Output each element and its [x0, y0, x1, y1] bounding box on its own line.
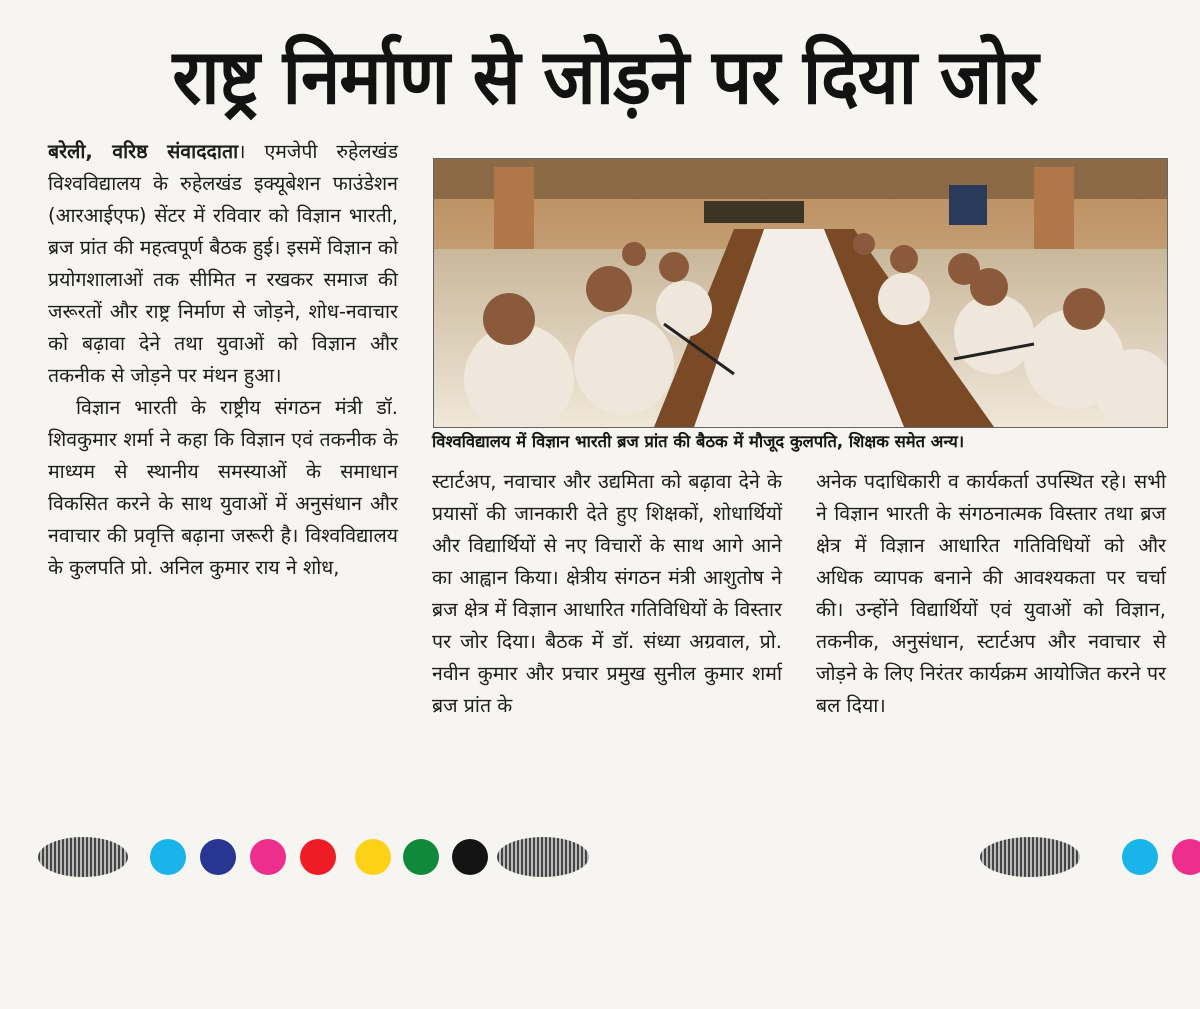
meeting-photo	[433, 158, 1168, 428]
color-dot-blue	[200, 839, 236, 875]
column-2-text: स्टार्टअप, नवाचार और उद्यमिता को बढ़ावा देने के प्रयासों की जानकारी देते हुए शिक्षकों, शोधार्थियों और विद्यार्थियों से नए विचारों के साथ आगे आने का आह्वान किया। क्षेत्रीय संगठन मंत्री आशुतोष ने ब्रज क्षेत्र में विज्ञान आधारित गतिविधियों के विस्तार पर जोर दिया। बैठक में डॉ. संध्या अग्रवाल, प्रो. नवीन कुमार और प्रचार प्रमुख सुनील कुमार शर्मा ब्रज प्रांत के	[432, 470, 782, 717]
paragraph-2: विज्ञान भारती के राष्ट्रीय संगठन मंत्री डॉ. शिवकुमार शर्मा ने कहा कि विज्ञान एवं तकनीक के माध्यम से स्थानीय समस्याओं के समाधान विकसित करने के साथ युवाओं में अनुसंधान और नवाचार की प्रवृत्ति बढ़ाना जरूरी है। विश्वविद्यालय के कुलपति प्रो. अनिल कुमार राय ने शोध,	[48, 396, 398, 579]
color-dot-cyan	[1122, 839, 1158, 875]
color-dot-red	[300, 839, 336, 875]
color-dot-black	[452, 839, 488, 875]
print-registration-strip	[0, 830, 1200, 890]
registration-mark	[980, 837, 1080, 877]
color-dot-cyan	[150, 839, 186, 875]
color-dot-yellow	[355, 839, 391, 875]
registration-mark	[38, 837, 128, 877]
article-column-2	[432, 466, 782, 722]
color-dot-magenta	[250, 839, 286, 875]
color-dot-magenta	[1172, 839, 1200, 875]
dateline-separator: ।	[238, 140, 265, 163]
article-column-1	[48, 136, 398, 584]
column-3-text: अनेक पदाधिकारी व कार्यकर्ता उपस्थित रहे। सभी ने विज्ञान भारती के संगठनात्मक विस्तार तथा ब्रज क्षेत्र में विज्ञान आधारित गतिविधियों को और अधिक व्यापक बनाने की आवश्यकता पर चर्चा की। उन्होंने विद्यार्थियों एवं युवाओं को विज्ञान, तकनीक, अनुसंधान, स्टार्टअप और नवाचार से जोड़ने के लिए निरंतर कार्यक्रम आयोजित करने पर बल दिया।	[816, 470, 1166, 717]
article-column-3	[816, 466, 1166, 722]
photo-caption: विश्वविद्यालय में विज्ञान भारती ब्रज प्रांत की बैठक में मौजूद कुलपति, शिक्षक समेत अन्य।	[432, 432, 965, 451]
registration-mark	[497, 837, 589, 877]
headline: राष्ट्र निर्माण से जोड़ने पर दिया जोर	[172, 32, 1038, 121]
lead-paragraph: एमजेपी रुहेलखंड विश्वविद्यालय के रुहेलखंड इक्यूबेशन फाउंडेशन (आरआईएफ) सेंटर में रविवार को विज्ञान भारती, ब्रज प्रांत की महत्वपूर्ण बैठक हुई। इसमें विज्ञान को प्रयोगशालाओं तक सीमित न रखकर समाज की जरूरतों और राष्ट्र निर्माण से जोड़ने, शोध-नवाचार को बढ़ावा देने तथा युवाओं को विज्ञान और तकनीक से जोड़ने पर मंथन हुआ।	[48, 140, 398, 387]
dateline: बरेली, वरिष्ठ संवाददाता	[48, 140, 239, 163]
color-dot-green	[403, 839, 439, 875]
